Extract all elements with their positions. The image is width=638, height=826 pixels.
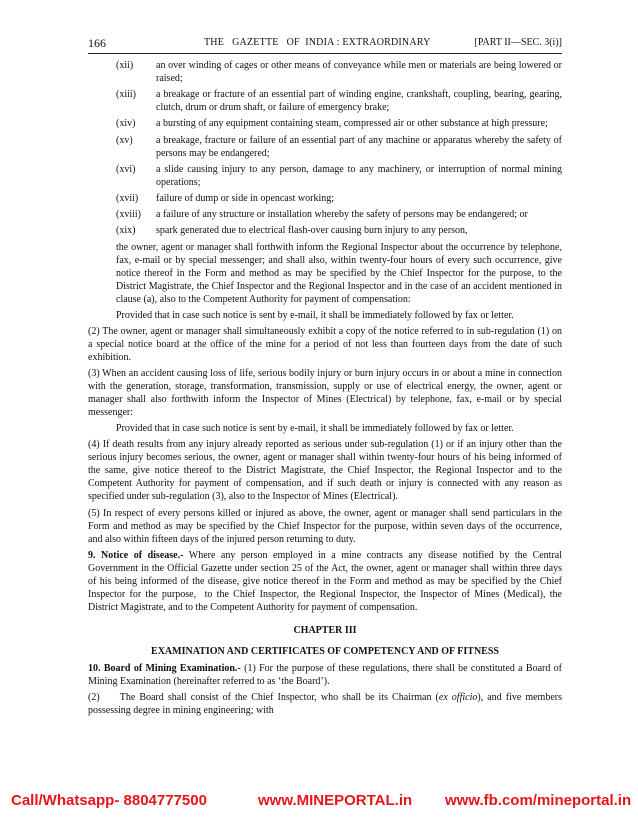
- item-number: (xv): [116, 134, 133, 146]
- item-number: (xix): [116, 225, 136, 237]
- regulation-10: [88, 662, 562, 688]
- footer-fb-link[interactable]: www.fb.com/mineportal.in: [445, 792, 632, 809]
- page-number: 166: [88, 36, 106, 50]
- proviso-paragraph: Provided that in case such notice is sent by e-mail, it shall be immediately followed by fax or letter.: [116, 309, 514, 321]
- regulation-9-text: Where any person employed in a mine contracts any disease notified by the Central Government in the Official Gazette under section 25 of the Act, the owner, agent or manager shall within three days of his being informed of the disease, give notice thereof in the Form and method as may be specified by the Chief Inspector for the purpose, to the Chief Inspector, the Regional Inspector, the Inspector of Mines (Medical), the District Magistrate, and to the Competent Authority for payment of compensation.: [88, 549, 565, 613]
- regulation-9-heading: 9. Notice of disease.-: [88, 549, 184, 561]
- part-section: [PART II—SEC. 3(i)]: [474, 37, 562, 48]
- list-item: [88, 134, 562, 160]
- item-text: a breakage, fracture or failure of an essential part of any machine or apparatus whereby the safety of persons may be endangered;: [156, 134, 562, 159]
- item-number: (xiv): [116, 118, 136, 130]
- footer-site-link[interactable]: www.MINEPORTAL.in: [258, 792, 413, 809]
- proviso-paragraph: Provided that in case such notice is sent by e-mail, it shall be immediately followed by fax or letter.: [116, 423, 514, 435]
- regulation-10-heading: 10. Board of Mining Examination.-: [88, 662, 241, 674]
- list-item: [88, 163, 562, 189]
- item-text: a slide causing injury to any person, damage to any machinery, or interruption of normal mining operations;: [156, 163, 562, 188]
- regulation-10-sub-2: [88, 691, 565, 717]
- item-number: (xiii): [116, 89, 136, 101]
- item-text: a bursting of any equipment containing steam, compressed air or other substance at high pressure;: [156, 118, 548, 130]
- footer-phone: Call/Whatsapp- 8804777500: [11, 792, 207, 809]
- sub-regulation-2: (2) The owner, agent or manager shall simultaneously exhibit a copy of the notice referred to in sub-regulation (1) on a special notice board at the office of the mine for a period of not less than fourteen days from the date of such exhibition.: [88, 325, 562, 363]
- header-rule: [88, 53, 562, 54]
- item-number: (xvi): [116, 163, 136, 175]
- item-text: spark generated due to electrical flash-over causing burn injury to any person,: [156, 225, 468, 237]
- sub-2-text-a: (2) The Board shall consist of the Chief Inspector, who shall be its Chairman (: [88, 692, 439, 703]
- sub-regulation-3: (3) When an accident causing loss of life, serious bodily injury or burn injury occurs in or about a mine in connection with the generation, storage, transformation, transmission, supply or use of electrical energy, the owner, agent or manager shall also forthwith inform the Inspector of Mines (Electrical) by telephone, fax, e-mail or by special messenger:: [88, 368, 562, 419]
- list-item: [88, 59, 562, 85]
- list-item: [88, 117, 562, 130]
- list-item: [88, 88, 562, 114]
- item-number: (xvii): [116, 192, 139, 204]
- list-item: [88, 224, 562, 237]
- page-header: [88, 36, 562, 52]
- chapter-title: EXAMINATION AND CERTIFICATES OF COMPETENCY AND OF FITNESS: [151, 645, 499, 657]
- sub-2-text-b: ), and five members possessing degree in mining engineering; with: [88, 692, 565, 716]
- chapter-number: CHAPTER III: [293, 624, 357, 636]
- item-text: a failure of any structure or installation whereby the safety of persons may be endangered; or: [156, 209, 528, 221]
- document-body: [88, 59, 565, 720]
- continuation-paragraph: the owner, agent or manager shall forthwith inform the Regional Inspector about the occurrence by telephone, fax, e-mail or by special messenger; and shall also, within twenty-four hours of every such occurrence, give notice thereof in the Form and method as may be specified by the Chief Inspector for the purpose, to the District Magistrate, the Chief Inspector and the Regional Inspector and in the case of an accident mentioned in clause (a), also to the Competent Authority for payment of compensation:: [116, 241, 562, 305]
- item-number: (xii): [116, 60, 134, 71]
- item-text: a breakage or fracture of an essential part of winding engine, crankshaft, coupling, bearing, gearing, clutch, drum or drum shaft, or failure of emergency brake;: [156, 89, 562, 114]
- watermark-footer: [0, 792, 638, 814]
- item-number: (xviii): [116, 209, 141, 221]
- regulation-9: [88, 549, 565, 614]
- regulation-10-text: (1) For the purpose of these regulations, there shall be constituted a Board of Mining Examination (hereinafter referred to as ‘the Board’).: [88, 662, 563, 687]
- item-text: failure of dump or side in opencast working;: [156, 192, 335, 204]
- sub-regulation-4: (4) If death results from any injury already reported as serious under sub-regulation (1) or if an injury other than the serious injury becomes serious, the owner, agent or manager shall within twenty-four hours of his being informed of the same, give notice thereof to the District Magistrate, the Chief Inspector, the Regional Inspector and to the Competent Authority for payment of compensation, and if such death or injury is connected with any reason as specified under sub-regulation (3), also to the Inspector of Mines (Electrical).: [88, 439, 562, 503]
- list-item: [88, 208, 562, 221]
- gazette-title: THE GAZETTE OF INDIA : EXTRAORDINARY: [204, 37, 431, 48]
- sub-2-italic: ex officio: [438, 692, 478, 703]
- list-item: [88, 192, 562, 205]
- item-text: an over winding of cages or other means of conveyance while men or materials are being lowered or raised;: [156, 60, 562, 84]
- sub-regulation-5: (5) In respect of every persons killed or injured as above, the owner, agent or manager shall send particulars in the Form and method as may be specified by the Chief Inspector for the purpose, within seven days of the occurrence, and also within fifteen days of the injured person returning to duty.: [88, 507, 562, 545]
